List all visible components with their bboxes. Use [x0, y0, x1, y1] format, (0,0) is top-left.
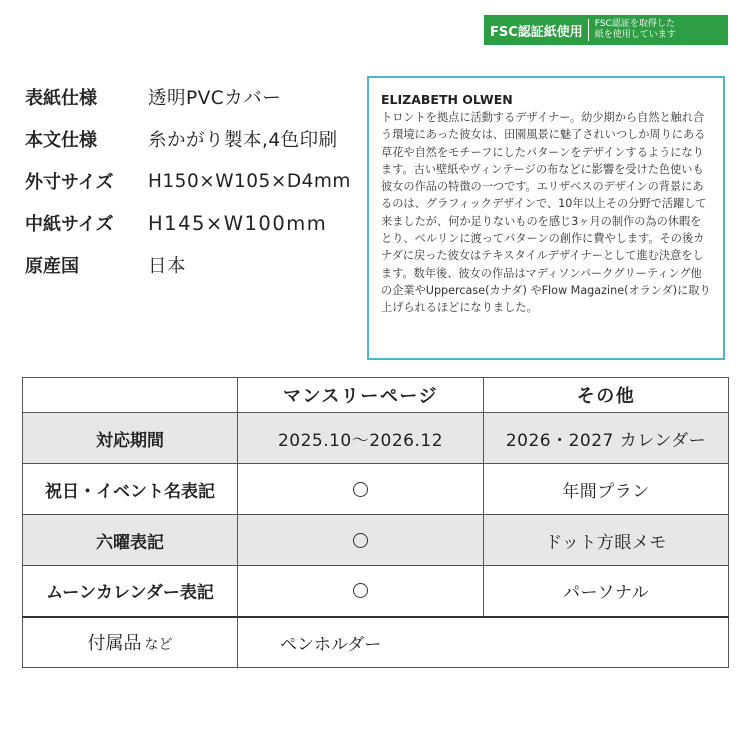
circle-mark-icon	[353, 482, 368, 497]
table-header-monthly: マンスリーページ	[238, 378, 484, 413]
row-label: ムーンカレンダー表記	[23, 566, 238, 617]
spec-label: 外寸サイズ	[25, 172, 114, 193]
fsc-badge	[484, 15, 728, 45]
circle-mark-icon	[353, 533, 368, 548]
monthly-cell: 2025.10〜2026.12	[238, 413, 484, 464]
row-label: 六曜表記	[23, 515, 238, 566]
row-label: 対応期間	[23, 413, 238, 464]
table-header-empty	[23, 378, 238, 413]
accessories-label-suffix: など	[144, 637, 173, 653]
row-label: 祝日・イベント名表記	[23, 464, 238, 515]
accessories-label-cell	[23, 617, 238, 668]
fsc-badge-divider	[588, 19, 589, 41]
spec-value: 透明PVCカバー	[148, 88, 282, 109]
fsc-badge-main: FSC認証紙使用	[490, 24, 583, 40]
monthly-cell	[238, 515, 484, 566]
other-cell: ドット方眼メモ	[484, 515, 729, 566]
table-row	[23, 566, 729, 617]
table-row	[23, 464, 729, 515]
table-row	[23, 515, 729, 566]
table-row	[23, 413, 729, 464]
table-header-row	[23, 378, 729, 413]
spec-value: H150×W105×D4mm	[148, 170, 351, 192]
spec-row-body	[25, 118, 351, 160]
other-cell: 2026・2027 カレンダー	[484, 413, 729, 464]
spec-label: 表紙仕様	[25, 88, 97, 109]
designer-bio-box	[367, 76, 725, 360]
circle-mark-icon	[353, 583, 368, 598]
spec-row-outer-size	[25, 160, 351, 202]
accessories-label: 付属品	[87, 633, 142, 654]
fsc-badge-sub	[595, 19, 676, 41]
spec-value: 糸かがり製本,4色印刷	[148, 130, 338, 151]
spec-value: H145×W100mm	[148, 211, 328, 235]
spec-label: 中紙サイズ	[25, 214, 114, 235]
feature-table	[22, 377, 729, 668]
monthly-cell	[238, 566, 484, 617]
spec-row-inner-size	[25, 202, 351, 244]
fsc-badge-sub-line1: FSC認証を取得した	[594, 19, 675, 29]
monthly-cell	[238, 464, 484, 515]
spec-label: 本文仕様	[25, 130, 97, 151]
other-cell: 年間プラン	[484, 464, 729, 515]
other-cell: パーソナル	[484, 566, 729, 617]
accessories-value: ペンホルダー	[238, 617, 729, 668]
designer-name: ELIZABETH OLWEN	[381, 92, 513, 107]
fsc-badge-sub-line2: 紙を使用しています	[594, 30, 676, 40]
accessories-row	[23, 617, 729, 668]
spec-value: 日本	[148, 256, 187, 277]
spec-label: 原産国	[25, 256, 79, 277]
spec-row-cover	[25, 76, 351, 118]
designer-bio-text: トロントを拠点に活動するデザイナー。幼少期から自然と触れ合う環境にあった彼女は、田園風景に魅了されいつしか周りにある草花や自然をモチーフにしたパターンをデザインするようになります。古い壁紙やヴィンテージの布などに影響を受けた色使いも彼女の作品の特徴の一つです。エリザベスのデザインの背景にあるのは、グラフィックデザインで、10年以上その分野で活躍して来ましたが、何か足りないものを感じ3ヶ月の制作の為の休暇をとり、ベルリンに渡ってパターンの創作に費やします。その後カナダに戻った彼女はテキスタイルデザイナーとして進む決意をします。数年後、彼女の作品はマディソンパークグリーティング他の企業やUppercase(カナダ) やFlow Magazine(オランダ)に取り上げられるほどになりました。	[381, 111, 711, 315]
spec-row-origin	[25, 244, 351, 286]
spec-list	[25, 76, 351, 286]
table-header-other: その他	[484, 378, 729, 413]
